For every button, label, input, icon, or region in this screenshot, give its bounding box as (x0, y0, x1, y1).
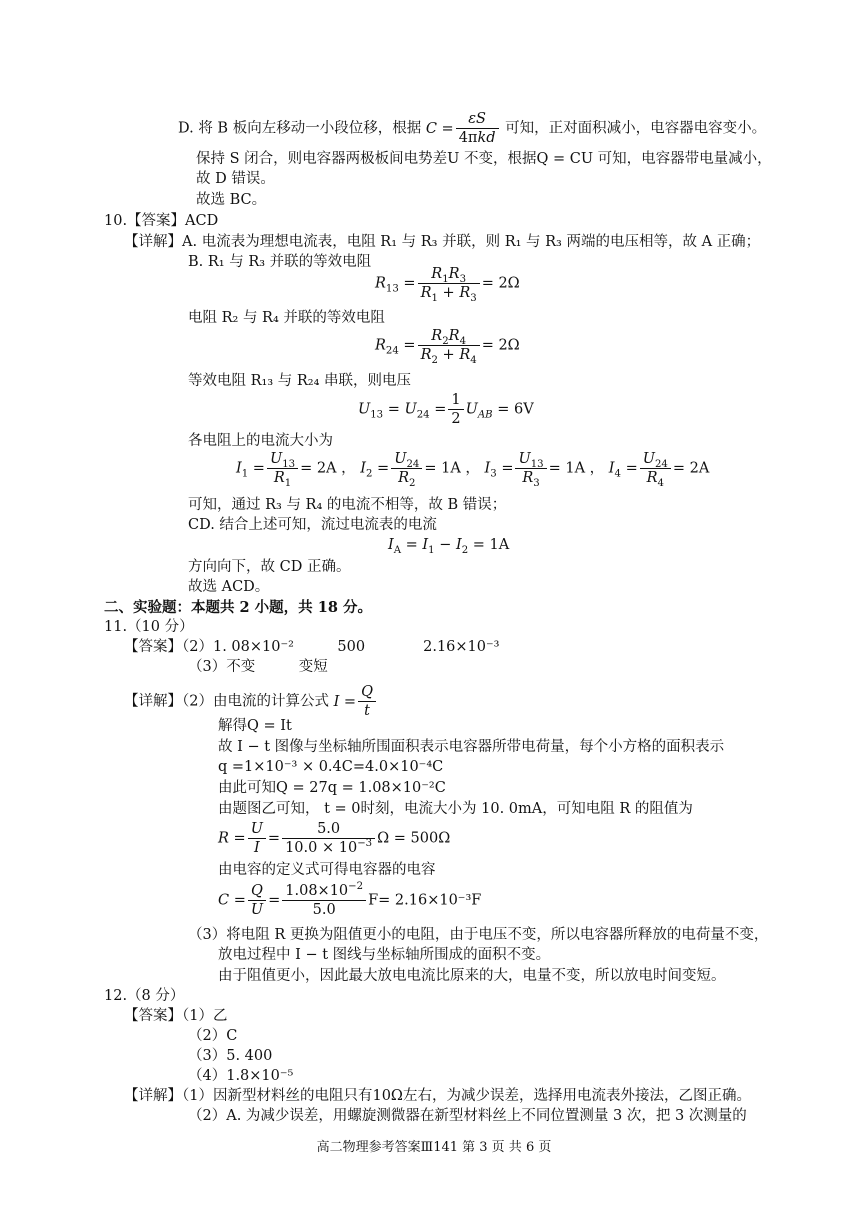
q9-d-line1 (178, 110, 766, 147)
q12-header: 12.（8 分） (104, 988, 185, 1004)
r24-formula: $R_{24}$ = $\frac{R_2R_4}{R_2 + R_4}$ = 2Ω (375, 328, 520, 367)
q12-a1: 【答案】（1）乙 (124, 1008, 228, 1024)
q10-series-intro: 等效电阻 R₁₃ 与 R₂₄ 串联，则电压 (188, 373, 412, 389)
q10-cd-direction: 方向向下，故 CD 正确。 (188, 559, 351, 575)
q11-p3-3: 由于阻值更小，因此最大放电电流比原来的大，电量不变，所以放电时间变短。 (218, 968, 726, 984)
section2-heading: 二、实验题：本题共 2 小题，共 18 分。 (104, 599, 372, 616)
currents-formula: $I_1$ = $\frac{U_{13}}{R_1}$ = 2A ， $I_2$ = $\frac{U_{24}}{R_2}$ = 1A ， $I_3$ = $\frac{U_{13}}{R_3}$ = 1A ， $I_4$ = $\frac{U_{24}}{R_4}$ = 2A (236, 451, 710, 490)
q10-r24-intro: 电阻 R₂ 与 R₄ 并联的等效电阻 (188, 310, 385, 326)
q10-answer: 10.【答案】ACD (104, 213, 219, 229)
i4-result: = 2A (672, 460, 710, 477)
r24-result: = 2Ω (481, 337, 520, 354)
q11-l3: q =1×10⁻³ × 0.4C=4.0×10⁻⁴C (218, 759, 444, 775)
capacitance-formula: C = $\frac{\varepsilon S}{\text{4πkd}}$ (426, 121, 501, 137)
q12-d1: 【详解】（1）因新型材料丝的电阻只有10Ω左右，为减少误差，选择用电流表外接法，乙图正确。 (124, 1088, 751, 1104)
q9-d-text-pre: D. 将 B 板向左移动一小段位移，根据 (178, 120, 422, 137)
r-value: Ω = 500Ω (377, 830, 451, 847)
q11-l2: 故 I − t 图像与坐标轴所围面积表示电容器所带电荷量，每个小方格的面积表示 (218, 739, 725, 755)
q11-p3-1: （3）将电阻 R 更换为阻值更小的电阻，由于电压不变，所以电容器所释放的电荷量不变， (188, 927, 769, 943)
r13-result: = 2Ω (481, 275, 520, 292)
ia-formula: $I_A = I_1 - I_2 = 1A$ (388, 537, 510, 556)
c-formula: C = $\frac{Q}{U}$ = $\frac{1.08\times 10^{-2}}{5.0}$ F= 2.16×10⁻³F (218, 881, 482, 919)
ia-result: = 1A (472, 537, 510, 553)
u13-formula: $U_{13} = U_{24}$ = $\frac{1}{2}$ $U_{AB} = 6V$ (358, 392, 534, 428)
q12-a2: （2）C (188, 1028, 238, 1044)
i3-result: = 1A ， (548, 460, 605, 477)
q12-d2: （2）A. 为减少误差，用螺旋测微器在新型材料丝上不同位置测量 3 次，把 3 次测量的 (188, 1108, 747, 1124)
q9-conclusion: 故选 BC。 (196, 192, 267, 208)
q9-d-line2: 保持 S 闭合，则电容器两极板间电势差U 不变，根据Q = CU 可知，电容器带电量减小， (196, 151, 772, 167)
page-footer: 高二物理参考答案Ⅲ141 第 3 页 共 6 页 (316, 1140, 552, 1155)
q10-detail-a: 【详解】A. 电流表为理想电流表，电阻 R₁ 与 R₃ 并联，则 R₁ 与 R₃ 两端的电压相等，故 A 正确； (124, 234, 761, 250)
q10-cd-intro: CD. 结合上述可知，流过电流表的电流 (188, 517, 437, 533)
r-formula: R = $\frac{U}{I}$ = $\frac{5.0}{10.0 \times 10^{-3}}$ Ω = 500Ω (218, 821, 451, 857)
q11-l1: 解得Q = It (218, 718, 292, 734)
r13-formula: $R_{13}$ = $\frac{R_1R_3}{R_1 + R_3}$ = 2Ω (375, 266, 520, 305)
i1-result: = 2A ， (300, 460, 356, 477)
c-value: F= 2.16×10⁻³F (368, 892, 482, 909)
q12-a3: （3）5. 400 (188, 1048, 273, 1064)
q10-currents-intro: 各电阻上的电流大小为 (188, 433, 333, 449)
q11-l6: 由电容的定义式可得电容器的电容 (218, 862, 436, 878)
q12-a4: （4）1.8×10⁻⁵ (188, 1068, 294, 1084)
current-formula: I = $\frac{Q}{t}$ (334, 694, 378, 710)
q11-l5: 由题图乙可知， t = 0时刻，电流大小为 10. 0mA，可知电阻 R 的阻值为 (218, 801, 693, 817)
q11-answer-3: （3）不变 变短 (188, 659, 328, 675)
i2-result: = 1A ， (424, 460, 480, 477)
u-result: = 6V (497, 401, 534, 418)
q11-header: 11.（10 分） (104, 619, 194, 635)
q11-answer-2: 【答案】（2）1. 08×10⁻² 500 2.16×10⁻³ (124, 639, 500, 655)
q11-detail-lead-text: 【详解】（2）由电流的计算公式 (124, 693, 329, 710)
q11-p3-2: 放电过程中 I − t 图线与坐标轴所围成的面积不变。 (218, 947, 551, 963)
q11-l4: 由此可知Q = 27q = 1.08×10⁻²C (218, 780, 446, 796)
q9-d-text-post: 可知，正对面积减小，电容器电容变小。 (505, 120, 767, 137)
q10-b-intro: B. R₁ 与 R₃ 并联的等效电阻 (188, 254, 372, 270)
q10-b-conclusion: 可知，通过 R₃ 与 R₄ 的电流不相等，故 B 错误； (188, 497, 507, 513)
q9-d-line3: 故 D 错误。 (196, 171, 275, 187)
q11-detail-lead (124, 683, 378, 720)
q10-conclusion: 故选 ACD。 (188, 579, 270, 595)
